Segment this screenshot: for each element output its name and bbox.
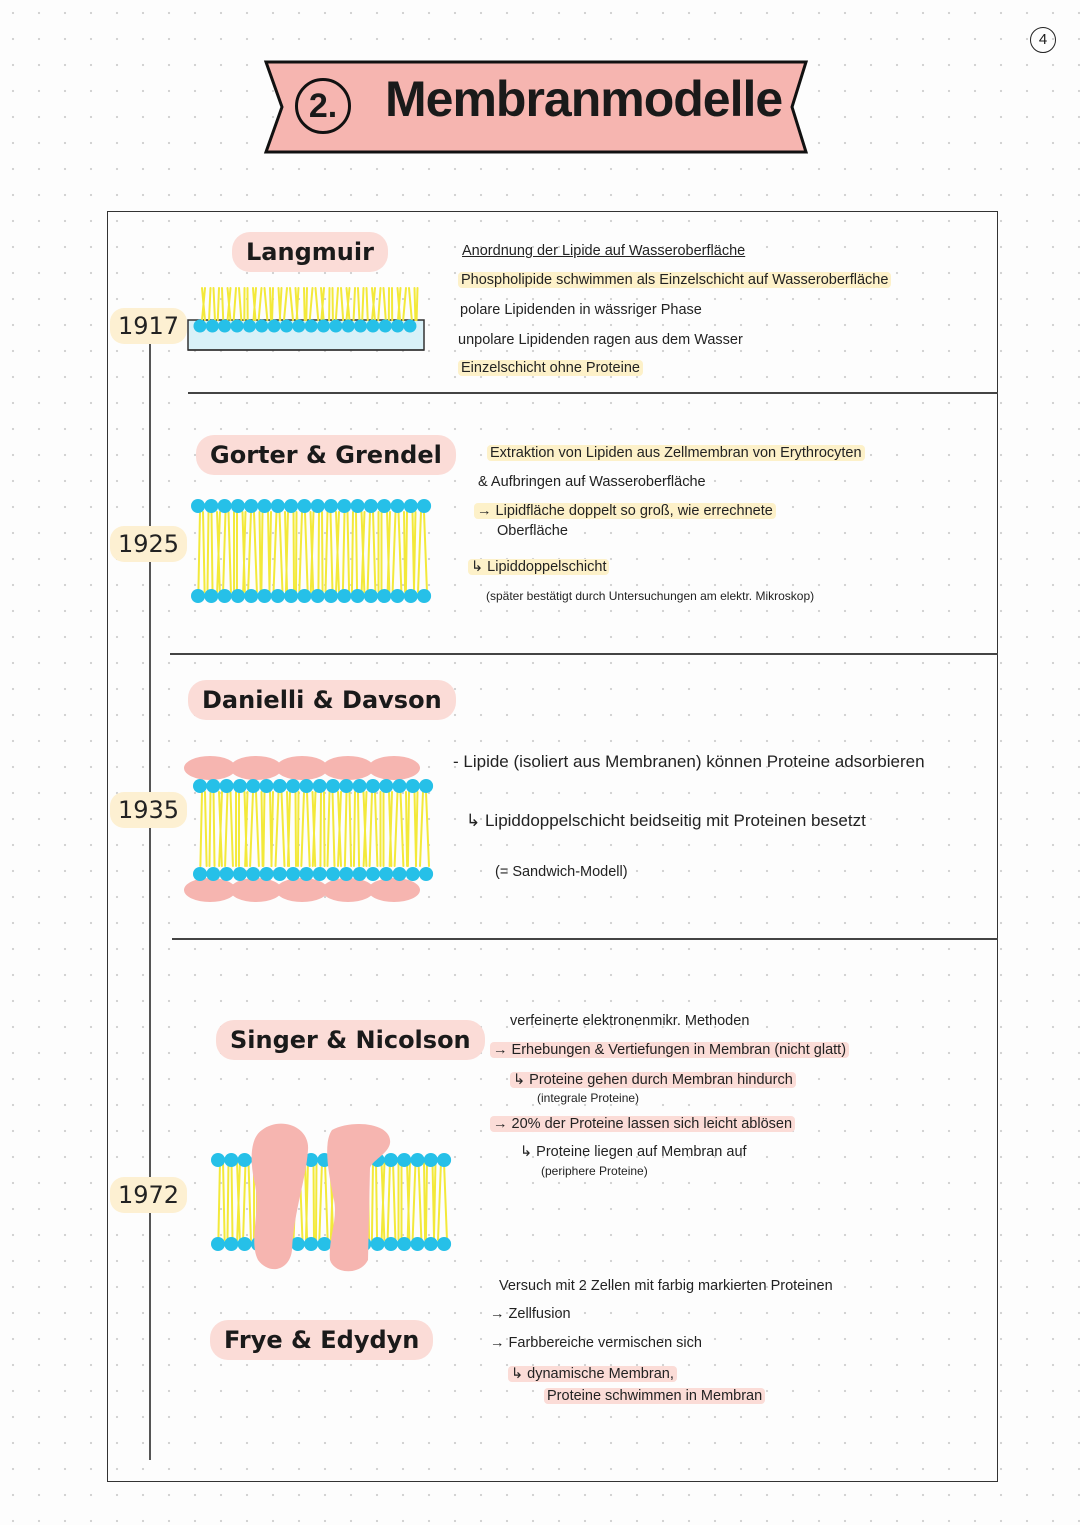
lipid-head bbox=[417, 499, 431, 513]
lipid-tail bbox=[358, 288, 359, 320]
lipid-head bbox=[291, 1237, 305, 1251]
lipid-tail bbox=[325, 1162, 328, 1240]
lipid-head bbox=[379, 779, 393, 793]
lipid-head bbox=[424, 1237, 438, 1251]
lipid-tail bbox=[417, 288, 418, 320]
protein-layer-top bbox=[322, 756, 374, 780]
lipid-tail bbox=[225, 792, 227, 866]
lipid-tail bbox=[320, 792, 321, 866]
lipid-head bbox=[220, 867, 234, 881]
lipid-head bbox=[366, 779, 380, 793]
lipid-head bbox=[377, 589, 391, 603]
lipid-head bbox=[280, 320, 293, 333]
lipid-tail bbox=[406, 512, 407, 592]
lipid-head bbox=[273, 779, 287, 793]
lipid-tail bbox=[250, 792, 253, 866]
lipid-head bbox=[268, 320, 281, 333]
lipid-head bbox=[304, 1237, 318, 1251]
note-line bbox=[474, 503, 776, 519]
lipid-head bbox=[419, 867, 433, 881]
lipid-tail bbox=[404, 512, 405, 592]
lipid-tail bbox=[324, 792, 325, 866]
lipid-head bbox=[299, 867, 313, 881]
note-line: ↳ Lipiddoppelschicht beidseitig mit Proteinen besetzt bbox=[466, 811, 866, 830]
lipid-tail bbox=[325, 512, 327, 592]
lipid-tail bbox=[343, 512, 345, 592]
lipid-head bbox=[305, 320, 318, 333]
note-line bbox=[490, 1116, 795, 1132]
lipid-head bbox=[194, 320, 207, 333]
note-line: polare Lipidenden in wässriger Phase bbox=[460, 302, 702, 318]
note-line bbox=[510, 1072, 796, 1088]
lipid-head bbox=[326, 779, 340, 793]
lipid-tail bbox=[354, 792, 355, 866]
model-name-langmuir: Langmuir bbox=[232, 232, 388, 272]
lipid-head bbox=[364, 499, 378, 513]
lipid-head bbox=[354, 320, 367, 333]
lipid-head bbox=[339, 779, 353, 793]
lipid-head bbox=[377, 499, 391, 513]
timeline-line bbox=[149, 340, 151, 1460]
lipid-tail bbox=[333, 792, 335, 866]
note-line bbox=[487, 445, 865, 461]
lipid-tail bbox=[234, 288, 236, 320]
lipid-head bbox=[366, 867, 380, 881]
lipid-tail bbox=[424, 512, 427, 592]
lipid-tail bbox=[331, 512, 333, 592]
lipid-head bbox=[233, 867, 247, 881]
lipid-tail bbox=[384, 288, 386, 320]
lipid-head bbox=[258, 589, 272, 603]
title-number: 2. bbox=[295, 78, 351, 134]
lipid-tail bbox=[265, 288, 268, 320]
lipid-tail bbox=[243, 1162, 245, 1240]
lipid-head bbox=[243, 320, 256, 333]
lipid-tail bbox=[200, 792, 202, 866]
lipid-head bbox=[337, 499, 351, 513]
lipid-tail bbox=[248, 512, 251, 592]
lipid-tail bbox=[406, 792, 407, 866]
lipid-tail bbox=[409, 288, 412, 320]
lipid-tail bbox=[209, 288, 210, 320]
lipid-tail bbox=[263, 792, 264, 866]
lipid-tail bbox=[345, 792, 347, 866]
lipid-head bbox=[406, 867, 420, 881]
lipid-tail bbox=[420, 792, 423, 866]
note-line: (= Sandwich-Modell) bbox=[495, 864, 628, 880]
lipid-head bbox=[406, 779, 420, 793]
divider bbox=[188, 392, 998, 394]
lipid-head bbox=[246, 867, 260, 881]
fluid-mosaic-diagram bbox=[210, 1120, 450, 1280]
note-text: ↳ dynamische Membran, bbox=[508, 1366, 677, 1382]
lipid-tail bbox=[426, 1162, 427, 1240]
note-line: unpolare Lipidenden ragen aus dem Wasser bbox=[458, 332, 743, 348]
lipid-tail bbox=[299, 512, 302, 592]
note-text: - Lipide (isoliert aus Membranen) können Proteine adsorbieren bbox=[453, 752, 925, 771]
lipid-tail bbox=[304, 288, 305, 320]
lipid-head bbox=[384, 1153, 398, 1167]
lipid-head bbox=[224, 1153, 238, 1167]
year-1935: 1935 bbox=[110, 792, 187, 828]
lipid-tail bbox=[319, 1162, 322, 1240]
lipid-tail bbox=[414, 512, 416, 592]
lipid-head bbox=[393, 779, 407, 793]
lipid-tail bbox=[415, 288, 416, 320]
lipid-head bbox=[238, 1153, 252, 1167]
lipid-head bbox=[437, 1153, 451, 1167]
protein-layer-top bbox=[368, 756, 420, 780]
lipid-tail bbox=[354, 288, 355, 320]
lipid-tail bbox=[413, 1162, 416, 1240]
lipid-tail bbox=[239, 288, 241, 320]
lipid-tail bbox=[416, 792, 418, 866]
lipid-tail bbox=[356, 512, 357, 592]
lipid-head bbox=[193, 867, 207, 881]
lipid-head bbox=[273, 867, 287, 881]
protein-layer-top bbox=[230, 756, 282, 780]
lipid-tail bbox=[297, 288, 299, 320]
lipid-head bbox=[311, 589, 325, 603]
lipid-head bbox=[255, 320, 268, 333]
page-title: Membranmodelle bbox=[385, 71, 783, 127]
lipid-tail bbox=[271, 792, 273, 866]
lipid-tail bbox=[214, 288, 215, 320]
model-name-singer-nicolson: Singer & Nicolson bbox=[216, 1020, 485, 1060]
note-text: Einzelschicht ohne Proteine bbox=[458, 360, 643, 376]
lipid-tail bbox=[393, 1162, 395, 1240]
protein-layer-bottom bbox=[184, 878, 236, 902]
lipid-head bbox=[351, 499, 365, 513]
lipid-tail bbox=[218, 288, 219, 320]
lipid-tail bbox=[231, 792, 233, 866]
note-line bbox=[544, 1388, 765, 1404]
lipid-tail bbox=[209, 792, 210, 866]
lipid-head bbox=[191, 589, 205, 603]
note-line: Versuch mit 2 Zellen mit farbig markierten Proteinen bbox=[499, 1278, 833, 1294]
note-line: & Aufbringen auf Wasseroberfläche bbox=[478, 474, 706, 490]
lipid-tail bbox=[284, 288, 287, 320]
lipid-tail bbox=[399, 512, 402, 592]
lipid-tail bbox=[368, 512, 370, 592]
lipid-tail bbox=[358, 792, 359, 866]
lipid-tail bbox=[270, 288, 271, 320]
lipid-tail bbox=[372, 1162, 373, 1240]
model-name-danielli-davson: Danielli & Davson bbox=[188, 680, 456, 720]
lipid-tail bbox=[214, 792, 215, 866]
lipid-tail bbox=[367, 288, 368, 320]
lipid-head bbox=[246, 779, 260, 793]
lipid-tail bbox=[403, 288, 406, 320]
lipid-head bbox=[411, 1153, 425, 1167]
lipid-tail bbox=[249, 1162, 251, 1240]
note-line bbox=[458, 360, 643, 376]
note-line: (integrale Proteine) bbox=[537, 1091, 640, 1105]
lipid-head bbox=[324, 499, 338, 513]
lipid-tail bbox=[282, 792, 285, 866]
lipid-head bbox=[366, 320, 379, 333]
lipid-tail bbox=[259, 288, 262, 320]
note-line: ↳ Proteine liegen auf Membran auf bbox=[520, 1144, 747, 1160]
lipid-tail bbox=[290, 288, 293, 320]
note-text: Phospholipide schwimmen als Einzelschicht auf Wasseroberfläche bbox=[458, 272, 891, 288]
year-1925: 1925 bbox=[110, 526, 187, 562]
lipid-tail bbox=[401, 792, 404, 866]
lipid-tail bbox=[306, 288, 307, 320]
lipid-tail bbox=[352, 512, 353, 592]
lipid-head bbox=[238, 1237, 252, 1251]
lipid-head bbox=[329, 320, 342, 333]
lipid-head bbox=[379, 320, 392, 333]
lipid-tail bbox=[362, 288, 363, 320]
lipid-head bbox=[353, 867, 367, 881]
lipid-tail bbox=[408, 792, 409, 866]
lipid-head bbox=[206, 867, 220, 881]
lipid-head bbox=[244, 589, 258, 603]
lipid-tail bbox=[327, 792, 329, 866]
lipid-head bbox=[424, 1153, 438, 1167]
note-line: → Zellfusion bbox=[490, 1306, 571, 1322]
protein-layer-bottom bbox=[230, 878, 282, 902]
lipid-tail bbox=[438, 1162, 441, 1240]
lipid-tail bbox=[198, 512, 200, 592]
note-text: → 20% der Proteine lassen sich leicht ablösen bbox=[490, 1116, 795, 1132]
note-line: Anordnung der Lipide auf Wasseroberfläche bbox=[462, 243, 746, 259]
lipid-head bbox=[337, 589, 351, 603]
protein-layer-bottom bbox=[368, 878, 420, 902]
note-line: (periphere Proteine) bbox=[541, 1164, 648, 1178]
lipid-head bbox=[324, 589, 338, 603]
lipid-head bbox=[326, 867, 340, 881]
lipid-head bbox=[204, 499, 218, 513]
lipid-tail bbox=[260, 512, 261, 592]
lipid-head bbox=[364, 589, 378, 603]
note-text: → Lipidfläche doppelt so groß, wie errechnete bbox=[474, 503, 776, 519]
lipid-tail bbox=[276, 792, 279, 866]
note-line bbox=[458, 272, 891, 288]
lipid-tail bbox=[294, 512, 295, 592]
lipid-head bbox=[353, 779, 367, 793]
lipid-head bbox=[411, 1237, 425, 1251]
lipid-head bbox=[313, 779, 327, 793]
lipid-tail bbox=[227, 1162, 228, 1240]
lipid-head bbox=[379, 867, 393, 881]
lipid-head bbox=[231, 320, 244, 333]
lipid-tail bbox=[444, 1162, 447, 1240]
lipid-head bbox=[224, 1237, 238, 1251]
lipid-tail bbox=[274, 512, 277, 592]
note-text: ↳ Proteine gehen durch Membran hindurch bbox=[510, 1072, 796, 1088]
note-text: Proteine schwimmen in Membran bbox=[544, 1388, 765, 1404]
lipid-tail bbox=[316, 1162, 317, 1240]
note-line bbox=[490, 1042, 849, 1058]
model-name-frye-edydyn: Frye & Edydyn bbox=[210, 1320, 433, 1360]
lipid-head bbox=[286, 867, 300, 881]
note-line: verfeinerte elektronenmikr. Methoden bbox=[510, 1013, 750, 1029]
lipid-head bbox=[284, 499, 298, 513]
lipid-tail bbox=[341, 288, 343, 320]
lipid-head bbox=[417, 589, 431, 603]
lipid-tail bbox=[307, 792, 310, 866]
lipid-head bbox=[342, 320, 355, 333]
lipid-head bbox=[313, 867, 327, 881]
lipid-tail bbox=[223, 1162, 225, 1240]
lipid-head bbox=[260, 779, 274, 793]
lipid-head bbox=[233, 779, 247, 793]
lipid-head bbox=[391, 499, 405, 513]
lipid-tail bbox=[301, 792, 304, 866]
lipid-tail bbox=[280, 512, 283, 592]
lipid-head bbox=[403, 320, 416, 333]
note-line bbox=[453, 752, 925, 772]
lipid-tail bbox=[376, 1162, 377, 1240]
lipid-head bbox=[351, 589, 365, 603]
lipid-tail bbox=[418, 512, 421, 592]
lipid-tail bbox=[426, 792, 429, 866]
lipid-tail bbox=[280, 288, 282, 320]
lipid-head bbox=[397, 1153, 411, 1167]
lipid-tail bbox=[318, 512, 319, 592]
lipid-head bbox=[271, 589, 285, 603]
lipid-tail bbox=[336, 288, 338, 320]
note-line bbox=[508, 1366, 677, 1382]
lipid-head bbox=[211, 1237, 225, 1251]
lipid-head bbox=[404, 589, 418, 603]
lipid-head bbox=[397, 1237, 411, 1251]
lipid-head bbox=[404, 499, 418, 513]
lipid-head bbox=[231, 499, 245, 513]
note-text: Extraktion von Lipiden aus Zellmembran von Erythrocyten bbox=[487, 445, 865, 461]
lipid-head bbox=[317, 320, 330, 333]
lipid-tail bbox=[350, 792, 352, 866]
lipid-bilayer-diagram bbox=[190, 496, 435, 606]
sandwich-model-diagram bbox=[192, 756, 437, 906]
lipid-head bbox=[297, 499, 311, 513]
lipid-tail bbox=[203, 512, 205, 592]
lipid-head bbox=[393, 867, 407, 881]
lipid-head bbox=[292, 320, 305, 333]
lipid-head bbox=[211, 1153, 225, 1167]
lipid-head bbox=[311, 499, 325, 513]
lipid-head bbox=[244, 499, 258, 513]
year-1972: 1972 bbox=[110, 1177, 187, 1213]
model-name-gorter-grendel: Gorter & Grendel bbox=[196, 435, 456, 475]
lipid-head bbox=[371, 1237, 385, 1251]
lipid-head bbox=[391, 589, 405, 603]
lipid-head bbox=[299, 779, 313, 793]
lipid-tail bbox=[348, 512, 350, 592]
lipid-head bbox=[204, 589, 218, 603]
divider bbox=[170, 653, 998, 655]
lipid-tail bbox=[269, 512, 271, 592]
lipid-tail bbox=[205, 792, 207, 866]
year-1917: 1917 bbox=[110, 308, 187, 344]
lipid-tail bbox=[232, 1162, 233, 1240]
lipid-tail bbox=[316, 288, 319, 320]
protein-layer-top bbox=[184, 756, 236, 780]
note-text: ↳ Lipiddoppelschicht bbox=[468, 559, 609, 575]
lipid-tail bbox=[393, 512, 396, 592]
lipid-head bbox=[384, 1237, 398, 1251]
note-line bbox=[468, 559, 609, 575]
lipid-head bbox=[391, 320, 404, 333]
lipid-tail bbox=[256, 792, 259, 866]
protein-layer-top bbox=[276, 756, 328, 780]
lipid-head bbox=[231, 589, 245, 603]
lipid-head bbox=[220, 779, 234, 793]
lipid-head bbox=[284, 589, 298, 603]
lipid-tail bbox=[419, 1162, 422, 1240]
lipid-tail bbox=[310, 288, 313, 320]
lipid-tail bbox=[207, 512, 208, 592]
lipid-tail bbox=[229, 512, 231, 592]
lipid-tail bbox=[370, 792, 372, 866]
lipid-tail bbox=[395, 792, 398, 866]
lipid-head bbox=[206, 779, 220, 793]
lipid-tail bbox=[261, 512, 262, 592]
lipid-head bbox=[419, 779, 433, 793]
lipid-head bbox=[206, 320, 219, 333]
lipid-tail bbox=[373, 512, 375, 592]
lipid-tail bbox=[218, 1162, 220, 1240]
lipid-tail bbox=[212, 512, 213, 592]
lipid-tail bbox=[424, 1162, 425, 1240]
lipid-tail bbox=[296, 792, 297, 866]
lipid-head bbox=[193, 779, 207, 793]
lipid-tail bbox=[305, 512, 308, 592]
protein-layer-bottom bbox=[276, 878, 328, 902]
lipid-head bbox=[271, 499, 285, 513]
lipid-tail bbox=[375, 792, 377, 866]
lipid-head bbox=[297, 589, 311, 603]
lipid-tail bbox=[314, 1162, 315, 1240]
lipid-head bbox=[218, 589, 232, 603]
page-number: 4 bbox=[1030, 27, 1056, 53]
lipid-head bbox=[191, 499, 205, 513]
note-line: (später bestätigt durch Untersuchungen am elektr. Mikroskop) bbox=[486, 589, 815, 603]
lipid-tail bbox=[434, 1162, 436, 1240]
lipid-head bbox=[258, 499, 272, 513]
lipid-tail bbox=[222, 288, 223, 320]
lipid-head bbox=[437, 1237, 451, 1251]
protein-layer-bottom bbox=[322, 878, 374, 902]
lipid-tail bbox=[223, 512, 225, 592]
lipid-head bbox=[260, 867, 274, 881]
lipid-head bbox=[317, 1237, 331, 1251]
lipid-tail bbox=[322, 512, 323, 592]
lipid-tail bbox=[298, 792, 299, 866]
note-line: Oberfläche bbox=[497, 523, 568, 539]
note-line: → Farbbereiche vermischen sich bbox=[490, 1335, 702, 1351]
lipid-tail bbox=[388, 1162, 390, 1240]
divider bbox=[172, 938, 998, 940]
lipid-tail bbox=[262, 792, 263, 866]
lipid-tail bbox=[272, 288, 273, 320]
lipid-head bbox=[286, 779, 300, 793]
lipid-tail bbox=[296, 512, 297, 592]
lipid-tail bbox=[378, 288, 380, 320]
lipid-head bbox=[218, 320, 231, 333]
note-text: → Erhebungen & Vertiefungen in Membran (nicht glatt) bbox=[490, 1042, 849, 1058]
lipid-head bbox=[218, 499, 232, 513]
lipid-head bbox=[339, 867, 353, 881]
lipid-tail bbox=[254, 512, 257, 592]
langmuir-monolayer-diagram bbox=[188, 284, 428, 354]
